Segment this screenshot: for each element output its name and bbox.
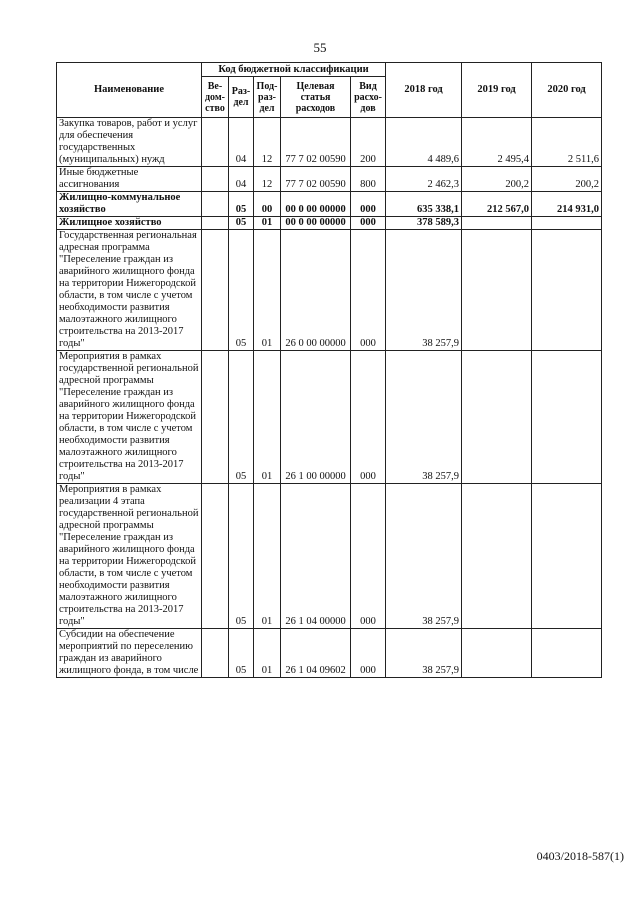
header-name: Наименование: [57, 63, 202, 118]
row-podrazdel: 01: [254, 484, 281, 629]
row-razdel: 05: [229, 484, 254, 629]
row-name: Государственная региональная адресная программа "Переселение граждан из аварийного жилищного фонда на территории Нижегородской области, в том числе с учетом необходимости развития малоэтажного жилищного строительства на 2013-2017 годы": [57, 230, 202, 351]
row-amount-2019: [462, 230, 532, 351]
table-row: [57, 217, 602, 230]
row-razdel: 05: [229, 351, 254, 484]
row-target-code: 26 1 00 00000: [281, 351, 351, 484]
row-podrazdel: 01: [254, 351, 281, 484]
row-amount-2018: 38 257,9: [386, 230, 462, 351]
table-row: [57, 230, 602, 351]
row-amount-2018: 38 257,9: [386, 629, 462, 678]
row-vedomstvo: [202, 351, 229, 484]
row-name: Закупка товаров, работ и услуг для обеспечения государственных (муниципальных) нужд: [57, 118, 202, 167]
row-vedomstvo: [202, 192, 229, 217]
table-row: [57, 484, 602, 629]
row-amount-2018: 38 257,9: [386, 351, 462, 484]
row-podrazdel: 01: [254, 629, 281, 678]
header-vid: Вид расхо-дов: [351, 77, 386, 118]
header-razdel: Раз-дел: [229, 77, 254, 118]
row-vid: 000: [351, 230, 386, 351]
header-podrazdel: Под-раз-дел: [254, 77, 281, 118]
row-amount-2018: 4 489,6: [386, 118, 462, 167]
row-amount-2019: [462, 217, 532, 230]
header-2019: 2019 год: [462, 63, 532, 118]
row-amount-2018: 2 462,3: [386, 167, 462, 192]
row-target-code: 00 0 00 00000: [281, 217, 351, 230]
row-amount-2020: [532, 351, 602, 484]
row-target-code: 77 7 02 00590: [281, 167, 351, 192]
row-amount-2020: 214 931,0: [532, 192, 602, 217]
row-razdel: 04: [229, 118, 254, 167]
row-vedomstvo: [202, 629, 229, 678]
row-podrazdel: 12: [254, 167, 281, 192]
row-amount-2020: 200,2: [532, 167, 602, 192]
row-name: Мероприятия в рамках государственной региональной адресной программы "Переселение граждан из аварийного жилищного фонда на территории Нижегородской области, в том числе с учетом необходимости развития малоэтажного жилищного строительства на 2013-2017 годы": [57, 351, 202, 484]
row-vid: 200: [351, 118, 386, 167]
row-amount-2018: 635 338,1: [386, 192, 462, 217]
row-podrazdel: 01: [254, 217, 281, 230]
row-name: Субсидии на обеспечение мероприятий по переселению граждан из аварийного жилищного фонда, в том числе: [57, 629, 202, 678]
header-2018: 2018 год: [386, 63, 462, 118]
row-name: Мероприятия в рамках реализации 4 этапа государственной региональной адресной программы "Переселение граждан из аварийного жилищного фонда на территории Нижегородской области, в том числе с учетом необходимости развития малоэтажного жилищного строительства на 2013-2017 годы": [57, 484, 202, 629]
row-target-code: 77 7 02 00590: [281, 118, 351, 167]
row-target-code: 26 0 00 00000: [281, 230, 351, 351]
row-amount-2020: [532, 629, 602, 678]
row-razdel: 05: [229, 230, 254, 351]
row-amount-2018: 38 257,9: [386, 484, 462, 629]
row-podrazdel: 12: [254, 118, 281, 167]
row-vedomstvo: [202, 118, 229, 167]
row-amount-2019: 212 567,0: [462, 192, 532, 217]
row-amount-2019: 200,2: [462, 167, 532, 192]
row-vedomstvo: [202, 230, 229, 351]
row-vid: 000: [351, 192, 386, 217]
table-row: [57, 118, 602, 167]
row-vid: 000: [351, 351, 386, 484]
page-number: 55: [313, 40, 327, 55]
row-razdel: 05: [229, 217, 254, 230]
row-vid: 800: [351, 167, 386, 192]
row-amount-2020: [532, 217, 602, 230]
row-target-code: 26 1 04 00000: [281, 484, 351, 629]
header-classification-group: Код бюджетной классификации: [202, 63, 386, 77]
row-amount-2020: [532, 230, 602, 351]
row-amount-2020: [532, 484, 602, 629]
row-vid: 000: [351, 484, 386, 629]
row-podrazdel: 01: [254, 230, 281, 351]
row-vid: 000: [351, 217, 386, 230]
row-name: Жилищно-коммунальное хозяйство: [57, 192, 202, 217]
budget-table: [56, 62, 602, 678]
table-row: [57, 192, 602, 217]
header-target: Целевая статья расходов: [281, 77, 351, 118]
row-razdel: 05: [229, 629, 254, 678]
row-target-code: 26 1 04 09602: [281, 629, 351, 678]
document-code: 0403/2018-587(1): [536, 849, 624, 863]
row-vedomstvo: [202, 217, 229, 230]
row-target-code: 00 0 00 00000: [281, 192, 351, 217]
row-vid: 000: [351, 629, 386, 678]
table-row: [57, 351, 602, 484]
row-amount-2018: 378 589,3: [386, 217, 462, 230]
header-2020: 2020 год: [532, 63, 602, 118]
row-amount-2019: [462, 351, 532, 484]
row-razdel: 04: [229, 167, 254, 192]
row-name: Жилищное хозяйство: [57, 217, 202, 230]
row-amount-2019: 2 495,4: [462, 118, 532, 167]
header-vedomstvo: Ве-дом-ство: [202, 77, 229, 118]
row-amount-2019: [462, 629, 532, 678]
row-razdel: 05: [229, 192, 254, 217]
table-row: [57, 629, 602, 678]
row-vedomstvo: [202, 167, 229, 192]
row-amount-2020: 2 511,6: [532, 118, 602, 167]
row-podrazdel: 00: [254, 192, 281, 217]
row-amount-2019: [462, 484, 532, 629]
row-name: Иные бюджетные ассигнования: [57, 167, 202, 192]
table-row: [57, 167, 602, 192]
row-vedomstvo: [202, 484, 229, 629]
